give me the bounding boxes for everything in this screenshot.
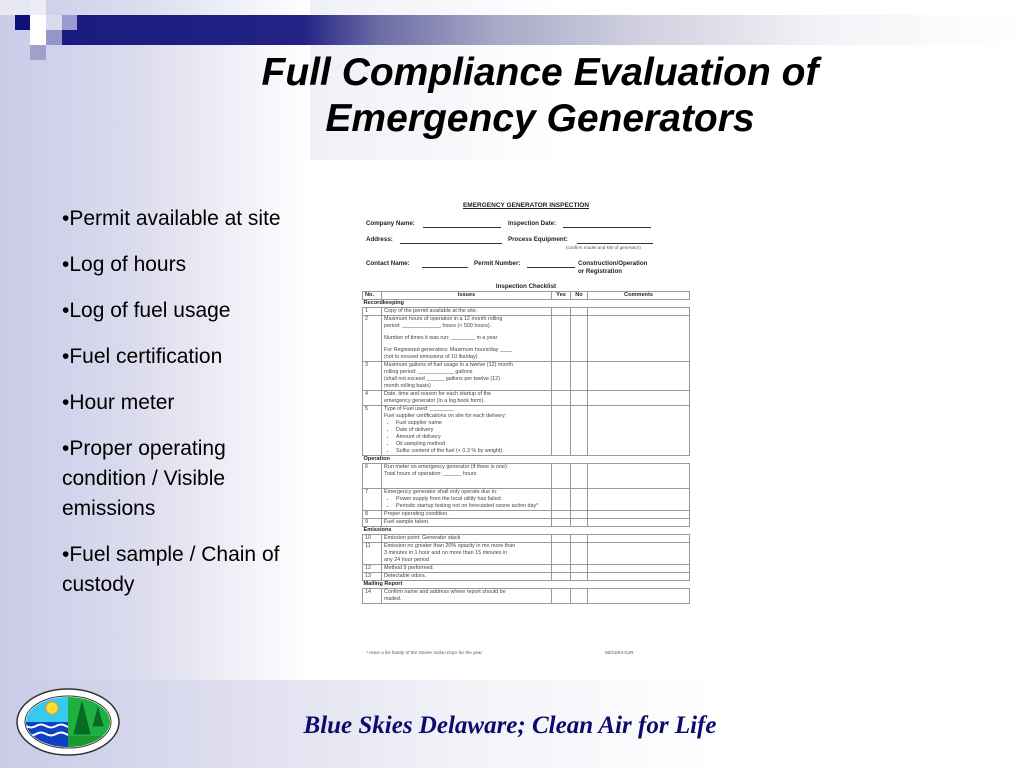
- permit-number-label: Permit Number:: [474, 260, 521, 267]
- section-recordkeeping: Recordkeeping: [363, 300, 404, 306]
- contact-name-line: [422, 267, 468, 268]
- row-issue: Date, time and reason for each startup of the emergency generator (in a log book form).: [382, 391, 552, 406]
- col-header-no: No.: [363, 292, 382, 300]
- row-issue: Maximum hours of operation in a 12 month rolling period: _____________ hours (< 500 hours). Number of times it was run: ________ in a year For Registered generators: Maximum hours/day ____ (not to exceed emissions of 10 lbs/day): [382, 316, 552, 362]
- permit-type-1: Construction/Operation: [578, 260, 648, 267]
- slide-tagline: Blue Skies Delaware; Clean Air for Life: [303, 712, 717, 739]
- company-name-label: Company Name:: [366, 220, 415, 227]
- bullet-item: •Proper operating condition / Visible emissions: [62, 437, 226, 520]
- contact-name-label: Contact Name:: [366, 260, 410, 267]
- row-number: 14: [363, 589, 382, 604]
- row-issue: Fuel sample taken.: [382, 519, 552, 527]
- header-gradient-bar: [62, 15, 1024, 45]
- form-footnote: * Have a list handy of the Ozone Action Days for the year: [366, 650, 483, 655]
- row-issue: Emission point: Generator stack: [382, 535, 552, 543]
- process-equipment-line: [577, 243, 653, 244]
- company-name-line: [423, 227, 501, 228]
- row-number: 13: [363, 573, 382, 581]
- row-number: 4: [363, 391, 382, 406]
- table-row: [363, 535, 690, 543]
- table-row: [363, 573, 690, 581]
- table-row: [363, 362, 690, 391]
- table-row: [363, 511, 690, 519]
- col-header-yes: Yes: [552, 292, 571, 300]
- row-issue: Confirm name and address where report should be mailed.: [382, 589, 552, 604]
- row-issue: Proper operating condition.: [382, 511, 552, 519]
- table-header-row: [363, 292, 690, 300]
- table-row: [363, 565, 690, 573]
- row-number: 12: [363, 565, 382, 573]
- row-issue: Run meter on emergency generator (if there is one): Total hours of operation: ______ hours: [382, 464, 552, 489]
- decor-square: [62, 15, 77, 30]
- form-title: EMERGENCY GENERATOR INSPECTION: [462, 202, 590, 209]
- table-row: [363, 589, 690, 604]
- bullet-item: •Fuel sample / Chain of custody: [62, 543, 280, 596]
- table-row: [363, 406, 690, 456]
- table-row: [363, 519, 690, 527]
- inspection-form-image: [360, 198, 692, 660]
- bullet-item: •Log of hours: [62, 253, 187, 276]
- bullet-item: •Log of fuel usage: [62, 299, 231, 322]
- decor-square: [30, 45, 46, 60]
- row-issue: Detectable odors.: [382, 573, 552, 581]
- decor-square: [15, 15, 30, 30]
- title-line-2: Emergency Generators: [325, 97, 755, 140]
- decor-square: [0, 0, 33, 15]
- col-header-comments: Comments: [588, 292, 690, 300]
- permit-type-2: or Registration: [578, 268, 623, 275]
- decor-square: [46, 30, 62, 45]
- table-row: [363, 464, 690, 489]
- table-row: [363, 543, 690, 565]
- row-issue: Copy of the permit available at the site.: [382, 308, 552, 316]
- bullet-item: •Hour meter: [62, 391, 175, 414]
- row-number: 2: [363, 316, 382, 362]
- decor-square: [46, 15, 62, 30]
- slide-title: [190, 50, 890, 142]
- row-issue: Maximum gallons of fuel usage in a twelve (12) month rolling period: ____________ gallons (shall not exceed ______ gallons per twelve (12) month rolling basis): [382, 362, 552, 391]
- bullet-item: •Fuel certification: [62, 345, 223, 368]
- bullet-item: •Permit available at site: [62, 207, 281, 230]
- address-label: Address:: [366, 236, 393, 243]
- address-line: [400, 243, 502, 244]
- checklist-table: [362, 291, 690, 604]
- decor-square: [30, 15, 46, 45]
- process-equipment-label: Process Equipment:: [508, 236, 568, 243]
- section-emissions: Emissions: [363, 527, 392, 533]
- row-issue: Emission no greater than 20% opacity in mo more than 3 minutes in 1 hour and no more than 15 minutes in any 24 hour period: [382, 543, 552, 565]
- table-row: [363, 391, 690, 406]
- table-row: [363, 316, 690, 362]
- title-line-1: Full Compliance Evaluation of: [261, 51, 819, 94]
- row-number: 5: [363, 406, 382, 456]
- inspection-date-line: [563, 227, 651, 228]
- row-number: 7: [363, 489, 382, 511]
- bullet-list: [62, 204, 307, 616]
- col-header-issues: Issues: [382, 292, 552, 300]
- permit-number-line: [527, 267, 575, 268]
- col-header-no-answer: No: [571, 292, 588, 300]
- table-row: [363, 308, 690, 316]
- checklist-title: Inspection Checklist: [495, 283, 557, 290]
- row-number: 9: [363, 519, 382, 527]
- form-doc-code: 06/23/04-GJR: [605, 650, 634, 655]
- row-number: 3: [363, 362, 382, 391]
- table-row: [363, 489, 690, 511]
- row-issue: Method 9 performed.: [382, 565, 552, 573]
- dnrec-seal-logo: [16, 688, 120, 756]
- row-issue: Type of Fuel used: ________ Fuel supplier certifications on site for each delivery: • Fuel supplier name • Date of delivery • Amount of delivery • Oil sampling method • Sulfur content of the fuel (< 0.3 % by weight).: [382, 406, 552, 456]
- inspection-date-label: Inspection Date:: [508, 220, 557, 227]
- row-number: 1: [363, 308, 382, 316]
- row-number: 6: [363, 464, 382, 489]
- section-mailing-report: Mailing Report: [363, 581, 403, 587]
- row-number: 10: [363, 535, 382, 543]
- process-note: (confirm model and kW of generator): [566, 245, 641, 250]
- section-operation: Operation: [363, 456, 390, 462]
- row-number: 8: [363, 511, 382, 519]
- row-issue: Emergency generator shall only operate due to: • Power supply from the local utility has failed. • Periodic startup testing not on forecasted ozone action day*: [382, 489, 552, 511]
- row-number: 11: [363, 543, 382, 565]
